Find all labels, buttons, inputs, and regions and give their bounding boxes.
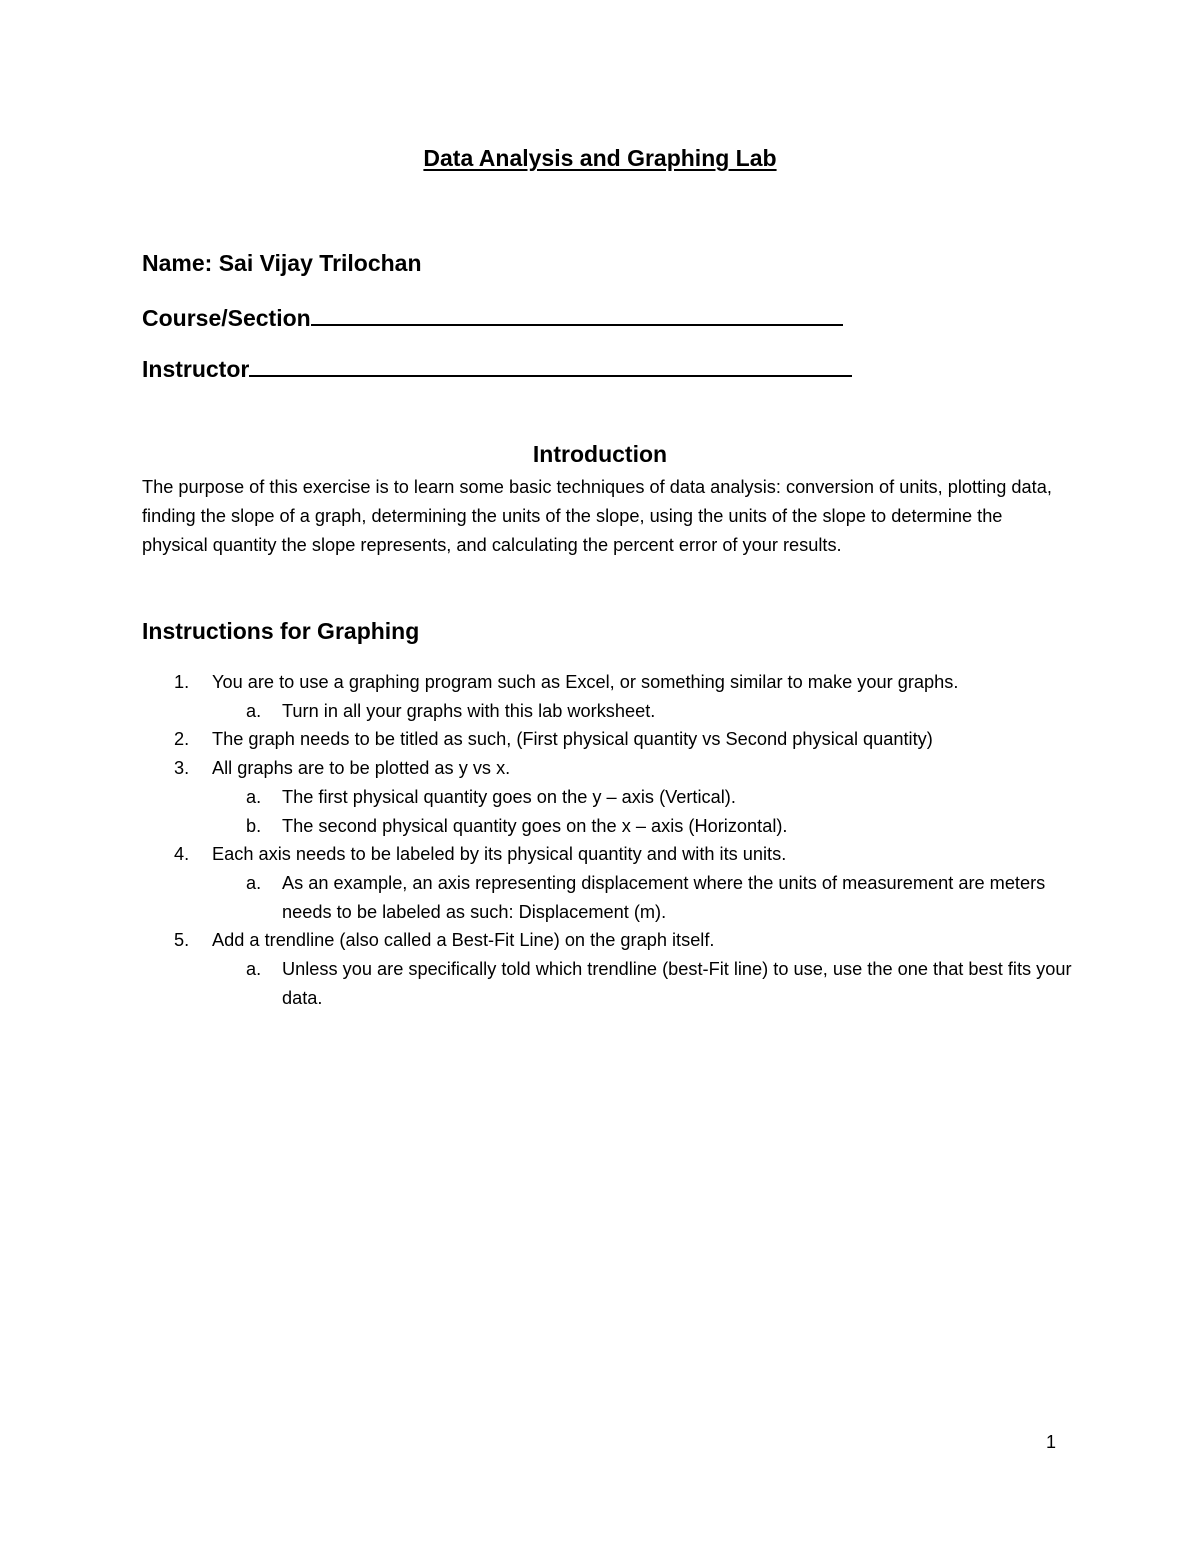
list-item-number: 1.: [174, 672, 190, 692]
introduction-paragraph: The purpose of this exercise is to learn some basic techniques of data analysis: conversion of units, plotting data, finding the slope of a graph, determining the units of the slope, using the units of the slope to determine the physical quantity the slope represents, and calculating the percent error of your results.: [142, 477, 1052, 555]
sub-list-item-text: The first physical quantity goes on the y – axis (Vertical).: [282, 786, 736, 807]
sub-list-item-text: Turn in all your graphs with this lab worksheet.: [282, 700, 656, 721]
sub-list-item-letter: a.: [246, 872, 262, 893]
page-number: 1: [1046, 1432, 1057, 1452]
name-field: [142, 250, 422, 277]
name-label: Name: Sai Vijay Trilochan: [142, 250, 422, 276]
course-section-label: Course/Section: [142, 305, 311, 331]
sub-list-item: [142, 783, 1072, 812]
sub-list-item: [142, 955, 1072, 1012]
instructor-blank-line[interactable]: [249, 353, 852, 377]
list-item-number: 3.: [174, 758, 190, 779]
instructions-heading: Instructions for Graphing: [142, 618, 420, 644]
course-section-field: [142, 302, 843, 332]
sub-list-item: [142, 812, 1072, 841]
list-item: [142, 840, 1072, 869]
course-section-blank-line[interactable]: [311, 302, 843, 326]
sub-list-item-letter: a.: [246, 700, 262, 721]
sub-list-item-text: The second physical quantity goes on the x – axis (Horizontal).: [282, 815, 788, 836]
sub-list-item-letter: a.: [246, 959, 262, 980]
document-title: Data Analysis and Graphing Lab: [423, 145, 777, 171]
sub-list-item-text: As an example, an axis representing displacement where the units of measurement are meters needs to be labeled as such: Displacement (m).: [282, 872, 1046, 922]
instructor-label: Instructor: [142, 356, 250, 382]
list-item: [142, 754, 1072, 783]
instructions-list: [142, 668, 1072, 1012]
instructor-field: [142, 353, 852, 383]
list-item: [142, 668, 1072, 697]
list-item-text: Each axis needs to be labeled by its physical quantity and with its units.: [212, 844, 787, 865]
list-item-number: 4.: [174, 844, 190, 865]
list-item-number: 5.: [174, 930, 190, 951]
list-item: [142, 725, 1072, 754]
sub-list-item: [142, 869, 1072, 926]
list-item-text: All graphs are to be plotted as y vs x.: [212, 758, 511, 779]
list-item-text: The graph needs to be titled as such, (First physical quantity vs Second physical quantity): [212, 729, 933, 750]
list-item-number: 2.: [174, 729, 190, 750]
introduction-heading: Introduction: [532, 441, 668, 467]
list-item: [142, 926, 1072, 955]
list-item-text: You are to use a graphing program such as Excel, or something similar to make your graphs.: [212, 672, 959, 692]
sub-list-item-letter: b.: [246, 815, 262, 836]
list-item-text: Add a trendline (also called a Best-Fit Line) on the graph itself.: [212, 930, 715, 951]
sub-list-item: [142, 697, 1072, 726]
sub-list-item-letter: a.: [246, 786, 262, 807]
sub-list-item-text: Unless you are specifically told which trendline (best-Fit line) to use, use the one that best fits your data.: [282, 959, 1072, 1008]
